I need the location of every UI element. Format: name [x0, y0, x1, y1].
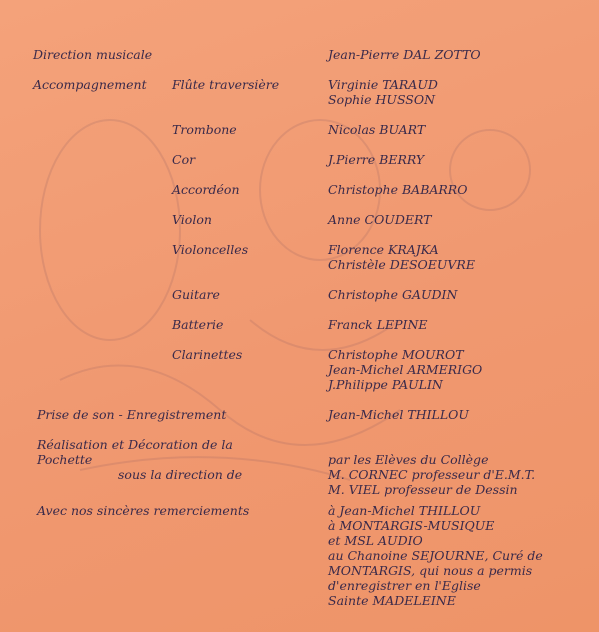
remerciements-name: à MONTARGIS-MUSIQUE [328, 518, 495, 533]
realisation-label: sous la direction de [118, 467, 243, 482]
direction-label: Direction musicale [33, 47, 153, 62]
instrument-batterie: Batterie [172, 317, 224, 332]
instrument-flute: Flûte traversière [172, 77, 280, 92]
remerciements-name: d'enregistrer en l'Eglise [328, 578, 481, 593]
realisation-name: M. VIEL professeur de Dessin [328, 482, 518, 497]
realisation-label: Pochette [37, 452, 93, 467]
player-name: Sophie HUSSON [328, 92, 436, 107]
instrument-violoncelles: Violoncelles [172, 242, 249, 257]
player-name: Christophe MOUROT [328, 347, 464, 362]
accompagnement-label: Accompagnement [33, 77, 147, 92]
prise-de-son-name: Jean-Michel THILLOU [328, 407, 469, 422]
remerciements-name: Sainte MADELEINE [328, 593, 456, 608]
instrument-violon: Violon [172, 212, 212, 227]
prise-de-son-label: Prise de son - Enregistrement [37, 407, 227, 422]
player-name: Franck LEPINE [328, 317, 428, 332]
player-name: Christèle DESOEUVRE [328, 257, 475, 272]
instrument-guitare: Guitare [172, 287, 220, 302]
remerciements-name: et MSL AUDIO [328, 533, 423, 548]
player-name: J.Philippe PAULIN [328, 377, 443, 392]
remerciements-name: au Chanoine SEJOURNE, Curé de [328, 548, 543, 563]
player-name: Anne COUDERT [328, 212, 432, 227]
player-name: J.Pierre BERRY [328, 152, 425, 167]
instrument-clarinettes: Clarinettes [172, 347, 243, 362]
instrument-trombone: Trombone [172, 122, 237, 137]
remerciements-name: à Jean-Michel THILLOU [328, 503, 481, 518]
realisation-label: Réalisation et Décoration de la [37, 437, 233, 452]
instrument-accordeon: Accordéon [172, 182, 240, 197]
faded-drawing-watermark [20, 80, 580, 520]
player-name: Christophe GAUDIN [328, 287, 458, 302]
player-name: Jean-Michel ARMERIGO [328, 362, 483, 377]
player-name: Christophe BABARRO [328, 182, 468, 197]
realisation-name: M. CORNEC professeur d'E.M.T. [328, 467, 536, 482]
remerciements-label: Avec nos sincères remerciements [37, 503, 250, 518]
instrument-cor: Cor [172, 152, 196, 167]
realisation-name: par les Elèves du Collège [328, 452, 489, 467]
player-name: Florence KRAJKA [328, 242, 439, 257]
player-name: Nicolas BUART [328, 122, 426, 137]
remerciements-name: MONTARGIS, qui nous a permis [328, 563, 533, 578]
player-name: Virginie TARAUD [328, 77, 438, 92]
direction-name: Jean-Pierre DAL ZOTTO [328, 47, 481, 62]
